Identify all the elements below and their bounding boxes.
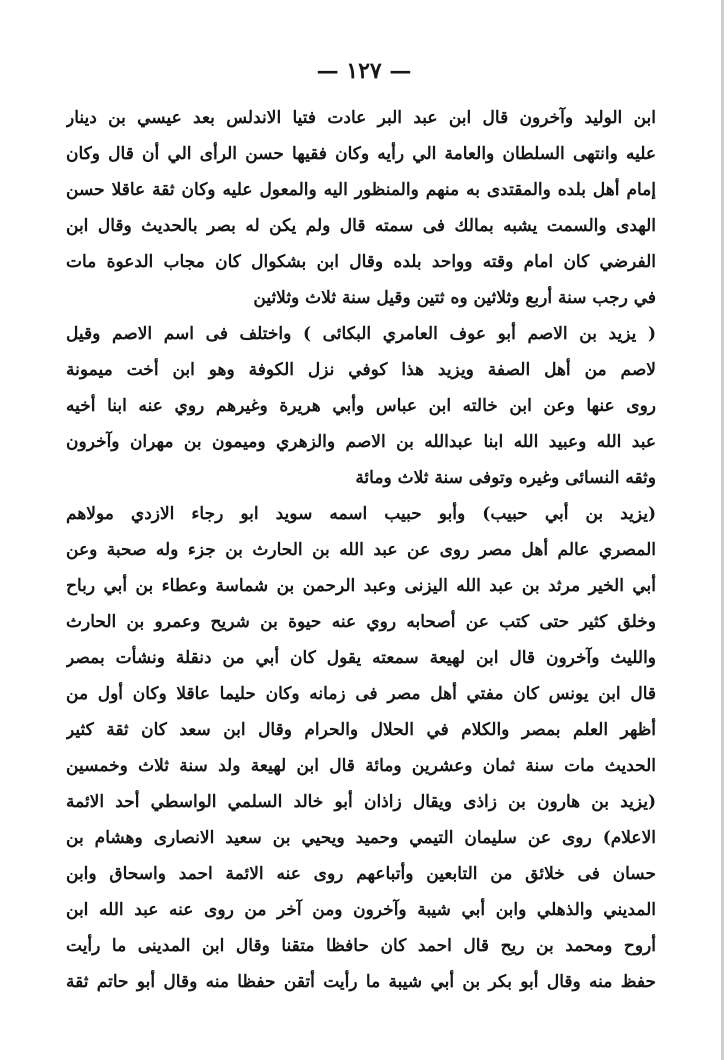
text-line: روى عنها وعن ابن خالته ابن عباس وأبي هريرة وغيرهم روي عنه ابنا أخيه <box>66 396 656 416</box>
text-line: أظهر العلم بمصر والكلام في الحلال والحرام وقال ابن سعد كان ثقة كثير <box>66 720 656 740</box>
body-text <box>66 100 656 1000</box>
text-line: حفظ منه وقال أبو بكر بن أبي شيبة ما رأيت أتقن حفظا منه وقال أبو حاتم ثقة <box>66 972 656 992</box>
text-line: حسان فى خلائق من التابعين وأتباعهم روى عنه الائمة احمد واسحاق وابن <box>66 864 656 884</box>
text-line: والليث وآخرون قال ابن لهيعة سمعته يقول كان أبي من دنقلة ونشأت بمصر <box>66 648 656 668</box>
text-line: (يزيد بن أبي حبيب) وأبو حبيب اسمه سويد ابو رجاء الازدي مولاهم <box>66 504 656 524</box>
text-line: لاصم من أهل الصفة ويزيد هذا كوفي نزل الكوفة وهو ابن أخت ميمونة <box>66 360 656 380</box>
text-line: المصري عالم أهل مصر روى عن عبد الله بن الحارث بن جزء وله صحبة وعن <box>66 540 656 560</box>
text-line: وثقه النسائى وغيره وتوفى سنة ثلاث ومائة <box>355 468 656 488</box>
text-line: في رجب سنة أربع وثلاثين وه ثتين وقيل سنة ثلاث وثلاثين <box>253 288 656 308</box>
text-line: عليه وانتهى السلطان والعامة الي رأيه وكان فقيها حسن الرأى الي أن قال وكان <box>66 144 656 164</box>
page-number: — ١٢٧ — <box>316 58 412 84</box>
text-line: أبي الخير مرثد بن عبد الله اليزنى وعبد الرحمن بن شماسة وعطاء بن أبي رباح <box>66 576 656 596</box>
text-line: عبد الله وعبيد الله ابنا عبدالله بن الاصم والزهري وميمون بن مهران وآخرون <box>66 432 656 452</box>
text-line: ابن الوليد وآخرون قال ابن عبد البر عادت فتيا الاندلس بعد عيسي بن دينار <box>66 108 656 128</box>
text-line: ( يزيد بن الاصم أبو عوف العامري البكائى ) واختلف فى اسم الاصم وقيل <box>66 324 656 344</box>
text-line: وخلق كثير حتى كتب عن أصحابه روي عنه حيوة بن شريح وعمرو بن الحارث <box>66 612 656 632</box>
page-edge-shadow <box>721 0 724 1060</box>
text-line: (يزيد بن هارون بن زاذى ويقال زاذان أبو خالد السلمي الواسطي أحد الائمة <box>66 792 656 812</box>
text-line: الحديث مات سنة ثمان وعشرين ومائة قال ابن لهيعة ولد سنة ثلاث وخمسين <box>66 756 656 776</box>
text-line: الفرضي كان امام وقته وواحد بلده وقال ابن بشكوال كان مجاب الدعوة مات <box>66 252 656 272</box>
text-line: أروح ومحمد بن ريح قال احمد كان حافظا متقنا وقال ابن المدينى ما رأيت <box>66 936 656 956</box>
text-line: الاعلام) روى عن سليمان التيمي وحميد ويحيي بن سعيد الانصارى وهشام بن <box>66 828 656 848</box>
text-line: إمام أهل بلده والمقتدى به منهم والمنظور اليه والمعول عليه وكان ثقة عاقلا حسن <box>66 180 656 200</box>
text-line: المديني والذهلي وابن أبي شيبة وآخرون ومن آخر من روى عنه عبد الله ابن <box>66 900 656 920</box>
text-line: قال ابن يونس كان مفتي أهل مصر فى زمانه وكان حليما عاقلا وكان أول من <box>66 684 656 704</box>
text-line: الهدى والسمت يشبه بمالك فى سمته قال ولم يكن له بصر بالحديث وقال ابن <box>66 216 656 236</box>
